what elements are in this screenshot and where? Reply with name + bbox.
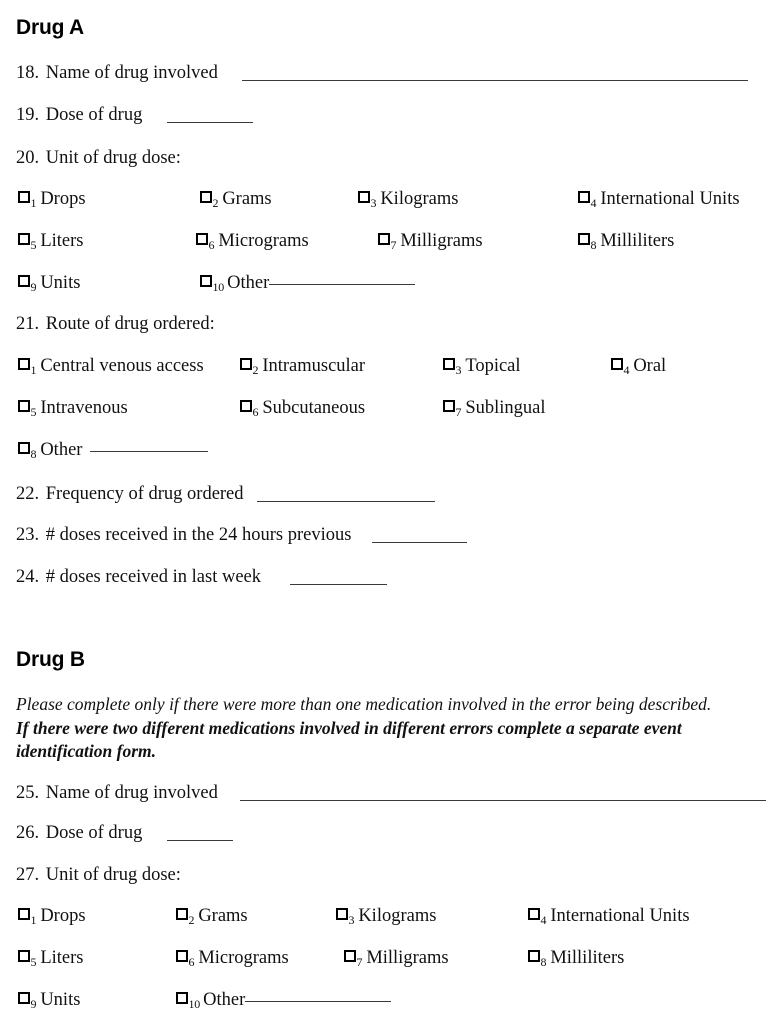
option-index: 4 — [623, 363, 630, 377]
checkbox-icon[interactable] — [443, 400, 455, 412]
option-drug-a-unit-5[interactable] — [18, 230, 83, 253]
option-drug-b-unit-8[interactable] — [528, 947, 624, 970]
option-index: 3 — [348, 913, 355, 927]
option-drug-a-unit-10[interactable] — [200, 272, 415, 295]
question-18 — [16, 62, 218, 84]
section-heading-drug-a: Drug A — [16, 16, 85, 39]
question-22 — [16, 483, 244, 505]
question-27 — [16, 864, 181, 886]
option-index: 9 — [30, 997, 37, 1011]
option-drug-b-unit-2[interactable] — [176, 905, 248, 928]
checkbox-icon[interactable] — [240, 358, 252, 370]
question-20-text: Unit of drug dose: — [45, 148, 181, 168]
checkbox-icon[interactable] — [200, 275, 212, 287]
option-drug-a-unit-3[interactable] — [358, 188, 458, 211]
option-label: Oral — [633, 356, 667, 376]
option-label: International Units — [550, 906, 690, 926]
question-22-number: 22. — [16, 484, 40, 504]
option-index: 5 — [30, 238, 37, 252]
option-other-blank[interactable] — [245, 1001, 391, 1002]
option-index: 5 — [30, 955, 37, 969]
option-label: Liters — [40, 948, 84, 968]
option-drug-a-route-5[interactable] — [18, 397, 128, 420]
option-label: International Units — [600, 189, 740, 209]
checkbox-icon[interactable] — [18, 908, 30, 920]
question-20 — [16, 147, 181, 169]
option-label: Other — [40, 440, 83, 460]
checkbox-icon[interactable] — [578, 233, 590, 245]
option-drug-a-unit-7[interactable] — [378, 230, 483, 253]
question-25-text: Name of drug involved — [45, 783, 218, 803]
option-label: Topical — [465, 356, 521, 376]
option-label: Kilograms — [358, 906, 437, 926]
option-index: 2 — [188, 913, 195, 927]
question-24-answer-blank[interactable] — [290, 584, 387, 585]
option-index: 5 — [30, 405, 37, 419]
option-label: Milligrams — [366, 948, 449, 968]
question-22-text: Frequency of drug ordered — [45, 484, 244, 504]
question-21-text: Route of drug ordered: — [45, 314, 215, 334]
question-21-number: 21. — [16, 314, 40, 334]
question-18-text: Name of drug involved — [45, 63, 218, 83]
option-index: 3 — [370, 196, 377, 210]
checkbox-icon[interactable] — [18, 358, 30, 370]
question-25-answer-blank[interactable] — [240, 800, 766, 801]
option-drug-a-route-6[interactable] — [240, 397, 365, 420]
checkbox-icon[interactable] — [18, 992, 30, 1004]
question-19-number: 19. — [16, 105, 40, 125]
question-22-answer-blank[interactable] — [257, 501, 435, 502]
option-label: Milliliters — [550, 948, 625, 968]
option-label: Drops — [40, 906, 86, 926]
checkbox-icon[interactable] — [611, 358, 623, 370]
option-drug-b-unit-6[interactable] — [176, 947, 289, 970]
question-27-text: Unit of drug dose: — [45, 865, 181, 885]
checkbox-icon[interactable] — [528, 950, 540, 962]
option-label: Micrograms — [218, 231, 309, 251]
option-index: 8 — [590, 238, 597, 252]
checkbox-icon[interactable] — [18, 191, 30, 203]
question-26-answer-blank[interactable] — [167, 840, 233, 841]
option-label: Other — [227, 273, 270, 293]
question-24-text: # doses received in last week — [45, 567, 261, 587]
checkbox-icon[interactable] — [18, 275, 30, 287]
option-label: Liters — [40, 231, 84, 251]
checkbox-icon[interactable] — [336, 908, 348, 920]
option-index: 1 — [30, 363, 37, 377]
option-index: 7 — [455, 405, 462, 419]
option-drug-a-route-3[interactable] — [443, 355, 521, 378]
drug-b-instruction-bold: If there were two different medications involved in different errors complete a separate event identification form. — [16, 717, 682, 761]
option-drug-a-route-2[interactable] — [240, 355, 365, 378]
option-drug-b-unit-3[interactable] — [336, 905, 436, 928]
question-18-answer-blank[interactable] — [242, 80, 748, 81]
option-drug-a-unit-6[interactable] — [196, 230, 309, 253]
option-label: Milliliters — [600, 231, 675, 251]
question-26-text: Dose of drug — [45, 823, 143, 843]
option-label: Micrograms — [198, 948, 289, 968]
option-label: Sublingual — [465, 398, 546, 418]
checkbox-icon[interactable] — [18, 950, 30, 962]
checkbox-icon[interactable] — [578, 191, 590, 203]
checkbox-icon[interactable] — [176, 992, 188, 1004]
checkbox-icon[interactable] — [358, 191, 370, 203]
question-24-number: 24. — [16, 567, 40, 587]
option-drug-a-unit-9[interactable] — [18, 272, 80, 295]
option-drug-b-unit-9[interactable] — [18, 989, 80, 1012]
question-27-number: 27. — [16, 865, 40, 885]
option-drug-b-unit-5[interactable] — [18, 947, 83, 970]
question-24 — [16, 566, 261, 588]
checkbox-icon[interactable] — [176, 950, 188, 962]
option-index: 6 — [188, 955, 195, 969]
option-index: 3 — [455, 363, 462, 377]
option-index: 8 — [540, 955, 547, 969]
option-index: 1 — [30, 913, 37, 927]
option-drug-a-route-4[interactable] — [611, 355, 666, 378]
drug-b-instruction-plain: Please complete only if there were more than one medication involved in the error being described. — [16, 694, 712, 714]
option-label: Other — [203, 990, 246, 1010]
question-25 — [16, 782, 218, 804]
checkbox-icon[interactable] — [344, 950, 356, 962]
checkbox-icon[interactable] — [18, 400, 30, 412]
checkbox-icon[interactable] — [528, 908, 540, 920]
option-index: 7 — [356, 955, 363, 969]
option-index: 2 — [212, 196, 219, 210]
question-19-answer-blank[interactable] — [167, 122, 253, 123]
option-drug-a-unit-1[interactable] — [18, 188, 86, 211]
option-index: 10 — [188, 997, 201, 1011]
option-label: Grams — [198, 906, 248, 926]
checkbox-icon[interactable] — [176, 908, 188, 920]
option-label: Kilograms — [380, 189, 459, 209]
option-drug-a-unit-4[interactable] — [578, 188, 740, 211]
option-drug-a-unit-8[interactable] — [578, 230, 674, 253]
option-drug-b-unit-7[interactable] — [344, 947, 449, 970]
question-21 — [16, 313, 215, 335]
option-label: Units — [40, 990, 81, 1010]
question-23-number: 23. — [16, 525, 40, 545]
option-label: Subcutaneous — [262, 398, 366, 418]
option-index: 8 — [30, 447, 37, 461]
option-label: Drops — [40, 189, 86, 209]
option-other-blank[interactable] — [90, 451, 208, 452]
option-drug-b-unit-1[interactable] — [18, 905, 86, 928]
option-index: 9 — [30, 280, 37, 294]
option-label: Intravenous — [40, 398, 128, 418]
checkbox-icon[interactable] — [18, 442, 30, 454]
question-20-number: 20. — [16, 148, 40, 168]
checkbox-icon[interactable] — [196, 233, 208, 245]
option-drug-b-unit-4[interactable] — [528, 905, 690, 928]
option-other-blank[interactable] — [269, 284, 415, 285]
question-18-number: 18. — [16, 63, 40, 83]
question-26-number: 26. — [16, 823, 40, 843]
question-23 — [16, 524, 351, 546]
option-index: 1 — [30, 196, 37, 210]
option-label: Central venous access — [40, 356, 204, 376]
checkbox-icon[interactable] — [18, 233, 30, 245]
option-index: 6 — [208, 238, 215, 252]
option-index: 4 — [590, 196, 597, 210]
checkbox-icon[interactable] — [378, 233, 390, 245]
option-drug-b-unit-10[interactable] — [176, 989, 391, 1012]
question-19-text: Dose of drug — [45, 105, 143, 125]
question-26 — [16, 822, 142, 844]
question-19 — [16, 104, 142, 126]
checkbox-icon[interactable] — [443, 358, 455, 370]
checkbox-icon[interactable] — [240, 400, 252, 412]
checkbox-icon[interactable] — [200, 191, 212, 203]
option-drug-a-route-1[interactable] — [18, 355, 204, 378]
option-index: 4 — [540, 913, 547, 927]
question-23-answer-blank[interactable] — [372, 542, 467, 543]
option-label: Units — [40, 273, 81, 293]
question-23-text: # doses received in the 24 hours previous — [45, 525, 352, 545]
option-index: 2 — [252, 363, 259, 377]
section-heading-drug-b: Drug B — [16, 648, 85, 671]
option-label: Grams — [222, 189, 272, 209]
option-label: Milligrams — [400, 231, 483, 251]
option-index: 10 — [212, 280, 225, 294]
option-drug-a-unit-2[interactable] — [200, 188, 272, 211]
option-drug-a-route-7[interactable] — [443, 397, 545, 420]
drug-b-instruction — [16, 693, 728, 764]
option-label: Intramuscular — [262, 356, 366, 376]
option-index: 6 — [252, 405, 259, 419]
option-drug-a-route-8[interactable] — [18, 439, 208, 462]
question-25-number: 25. — [16, 783, 40, 803]
option-index: 7 — [390, 238, 397, 252]
